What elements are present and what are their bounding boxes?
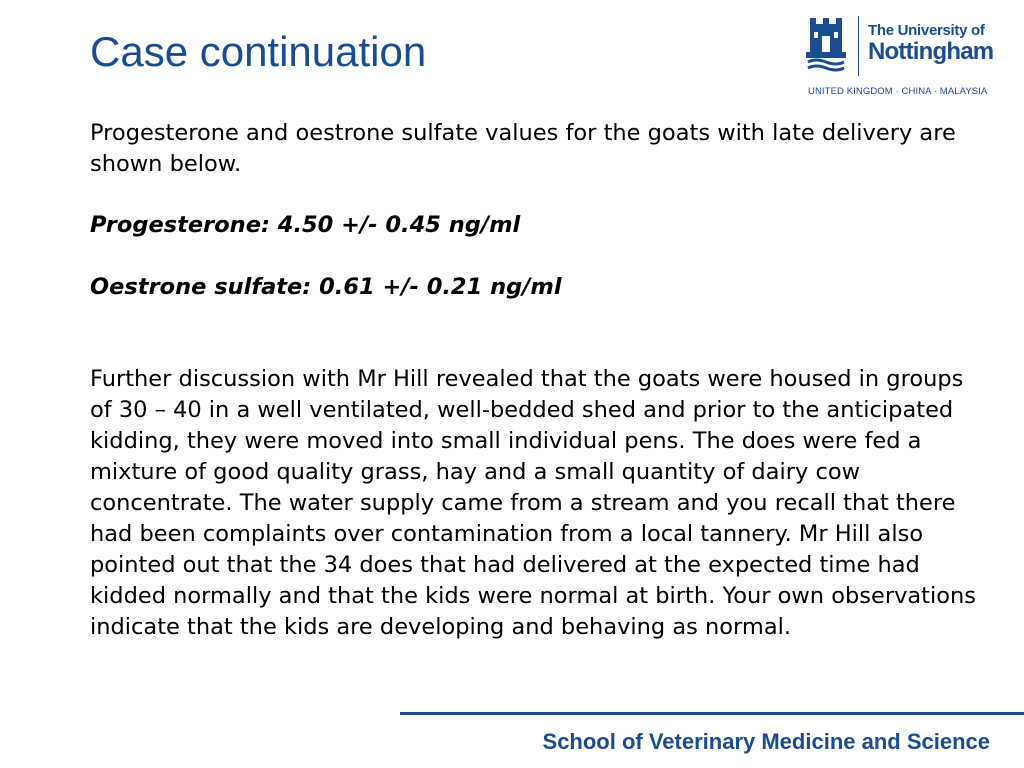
progesterone-value: Progesterone: 4.50 +/- 0.45 ng/ml <box>90 212 521 238</box>
logo-campuses: UNITED KINGDOM · CHINA · MALAYSIA <box>808 86 988 97</box>
case-paragraph: Further discussion with Mr Hill revealed that the goats were housed in groups of 30 – 40 in a well ventilated, well-bedded shed and prior to the anticipated kidding, they were moved into small individual pens. The does were fed a mixture of good quality grass, hay and a small quantity of dairy cow concentrate. The water supply came from a stream and you recall that there had been complaints over contamination from a local tannery. Mr Hill also pointed out that the 34 does that had delivered at the expected time had kidded normally and that the kids were normal at birth. Your own observations indicate that the kids are developing and behaving as normal. <box>90 366 976 640</box>
oestrone-sulfate-value: Oestrone sulfate: 0.61 +/- 0.21 ng/ml <box>90 274 562 300</box>
intro-text: Progesterone and oestrone sulfate values for the goats with late delivery are shown below. <box>90 120 956 177</box>
slide-title: Case continuation <box>90 28 427 75</box>
logo-university-of: The University of <box>868 22 985 39</box>
footer-school-name: School of Veterinary Medicine and Science <box>542 729 990 754</box>
logo-nottingham: Nottingham <box>868 38 994 65</box>
university-logo <box>806 16 1006 100</box>
castle-crest-icon <box>806 18 846 72</box>
logo-divider <box>858 16 859 76</box>
footer-rule <box>400 712 1024 715</box>
